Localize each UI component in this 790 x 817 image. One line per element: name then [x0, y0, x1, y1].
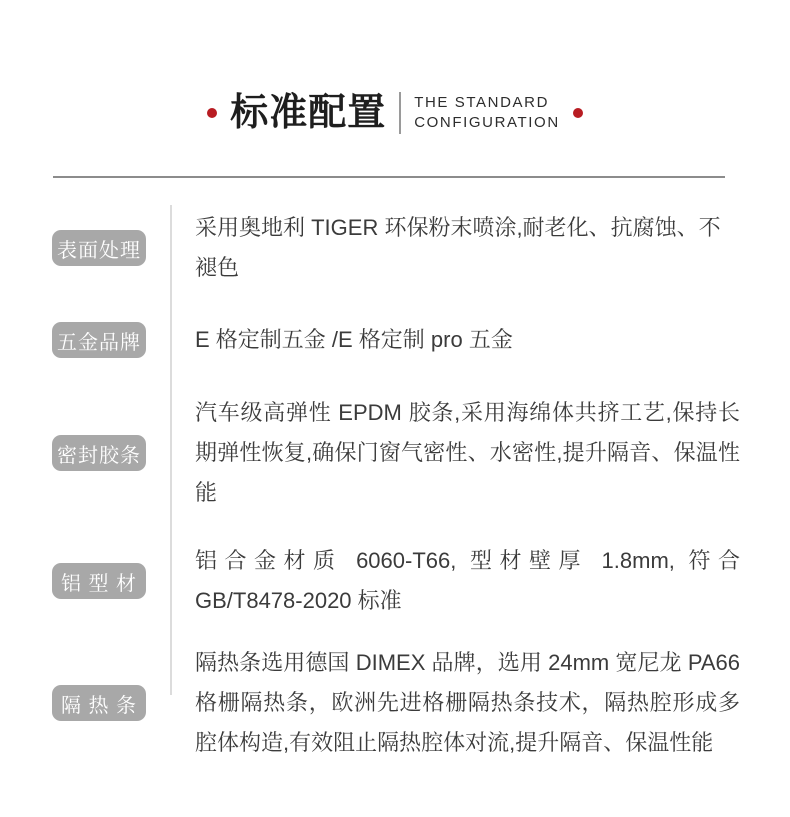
spec-list — [0, 208, 790, 763]
spec-text: 汽车级高弹性 EPDM 胶条,采用海绵体共挤工艺,保持长期弹性恢复,确保门窗气密性、水密性,提升隔音、保温性能 — [195, 400, 740, 505]
spec-text: 采用奥地利 TIGER 环保粉末喷涂,耐老化、抗腐蚀、不褪色 — [195, 215, 721, 280]
page-subtitle — [414, 93, 560, 133]
title-divider — [399, 92, 401, 134]
header — [0, 0, 790, 135]
accent-dot-left-icon — [207, 108, 217, 118]
vertical-rule — [170, 205, 172, 695]
spec-text: 铝合金材质 6060-T66, 型材壁厚 1.8mm, 符合 GB/T8478-2020 标准 — [195, 548, 740, 613]
spec-row-sealing-strip — [52, 393, 790, 513]
spec-label-badge: 密封胶条 — [52, 435, 146, 471]
spec-row-hardware-brand — [52, 320, 790, 360]
page-subtitle-line2: CONFIGURATION — [414, 114, 560, 131]
spec-row-surface-treatment — [52, 208, 790, 288]
page-title: 标准配置 — [230, 92, 387, 134]
spec-label-badge: 铝 型 材 — [52, 563, 146, 599]
spec-row-aluminum-profile — [52, 541, 790, 621]
accent-dot-right-icon — [573, 108, 583, 118]
spec-label-badge: 表面处理 — [52, 230, 146, 266]
spec-text: E 格定制五金 /E 格定制 pro 五金 — [195, 327, 513, 352]
spec-text: 隔热条选用德国 DIMEX 品牌，选用 24mm 宽尼龙 PA66 格栅隔热条，欧洲先进格栅隔热条技术，隔热腔形成多腔体构造,有效阻止隔热腔体对流,提升隔音、保温性能 — [195, 650, 740, 755]
spec-row-thermal-break — [52, 643, 790, 763]
spec-label-badge: 五金品牌 — [52, 322, 146, 358]
spec-label-badge: 隔 热 条 — [52, 685, 146, 721]
page-subtitle-line1: THE STANDARD — [414, 94, 549, 111]
header-rule — [53, 176, 725, 178]
